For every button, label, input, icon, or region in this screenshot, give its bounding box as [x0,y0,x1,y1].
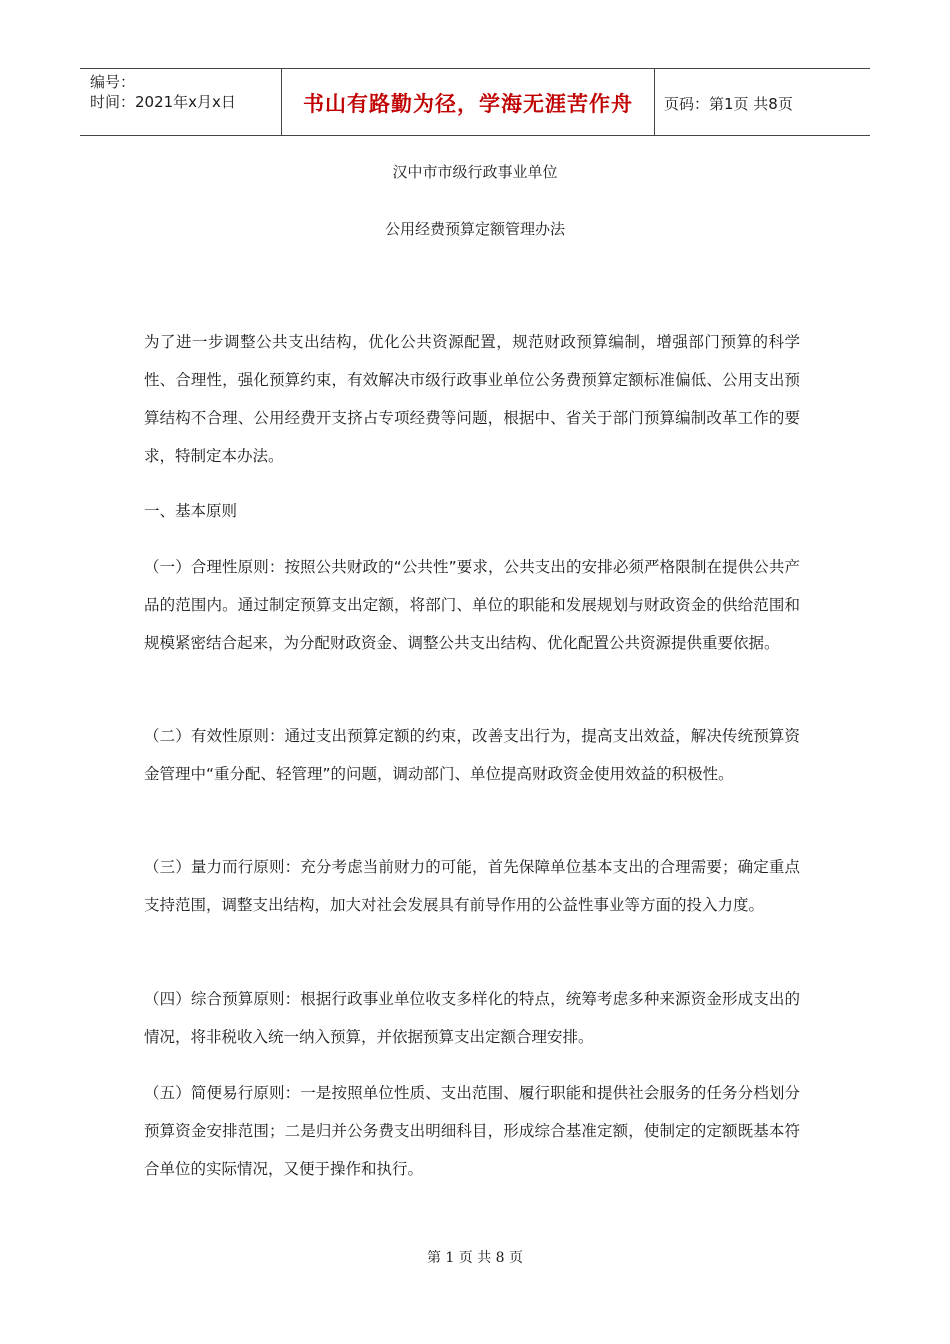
header-divider-right [654,68,655,136]
header-bottom-rule [80,135,870,136]
header-top-rule [80,68,870,69]
time-label: 时间：2021年x月x日 [90,93,236,111]
header-page-info: 页码：第1页 共8页 [664,95,793,113]
section-heading-basic-principles: 一、基本原则 [144,502,238,520]
principle-simplicity: （五）简便易行原则：一是按照单位性质、支出范围、履行职能和提供社会服务的任务分档划分预算资金安排范围；二是归并公务费支出明细科目，形成综合基准定额，使制定的定额既基本符合单位的实际情况，又便于操作和执行。 [144,1084,800,1178]
intro-paragraph: 为了进一步调整公共支出结构，优化公共资源配置，规范财政预算编制，增强部门预算的科学性、合理性，强化预算约束，有效解决市级行政事业单位公务费预算定额标准偏低、公用支出预算结构不合理、公用经费开支挤占专项经费等问题，根据中、省关于部门预算编制改革工作的要求，特制定本办法。 [144,333,800,465]
document-title-line1: 汉中市市级行政事业单位 [392,163,558,181]
number-label: 编号： [90,73,136,91]
principle-rationality: （一）合理性原则：按照公共财政的“公共性”要求，公共支出的安排必须严格限制在提供公共产品的范围内。通过制定预算支出定额，将部门、单位的职能和发展规划与财政资金的供给范围和规模紧密结合起来，为分配财政资金、调整公共支出结构、优化配置公共资源提供重要依据。 [144,558,800,652]
principle-affordability: （三）量力而行原则：充分考虑当前财力的可能，首先保障单位基本支出的合理需要；确定重点支持范围，调整支出结构，加大对社会发展具有前导作用的公益性事业等方面的投入力度。 [144,858,800,914]
page-footer: 第 1 页 共 8 页 [426,1250,524,1266]
principle-effectiveness: （二）有效性原则：通过支出预算定额的约束，改善支出行为，提高支出效益，解决传统预算资金管理中“重分配、轻管理”的问题，调动部门、单位提高财政资金使用效益的积极性。 [144,727,800,783]
principle-comprehensive-budget: （四）综合预算原则：根据行政事业单位收支多样化的特点，统筹考虑多种来源资金形成支出的情况，将非税收入统一纳入预算，并依据预算支出定额合理安排。 [144,990,800,1046]
header-meta [90,72,236,112]
document-title-line2: 公用经费预算定额管理办法 [384,220,565,238]
header-motto: 书山有路勤为径，学海无涯苦作舟 [303,92,633,116]
